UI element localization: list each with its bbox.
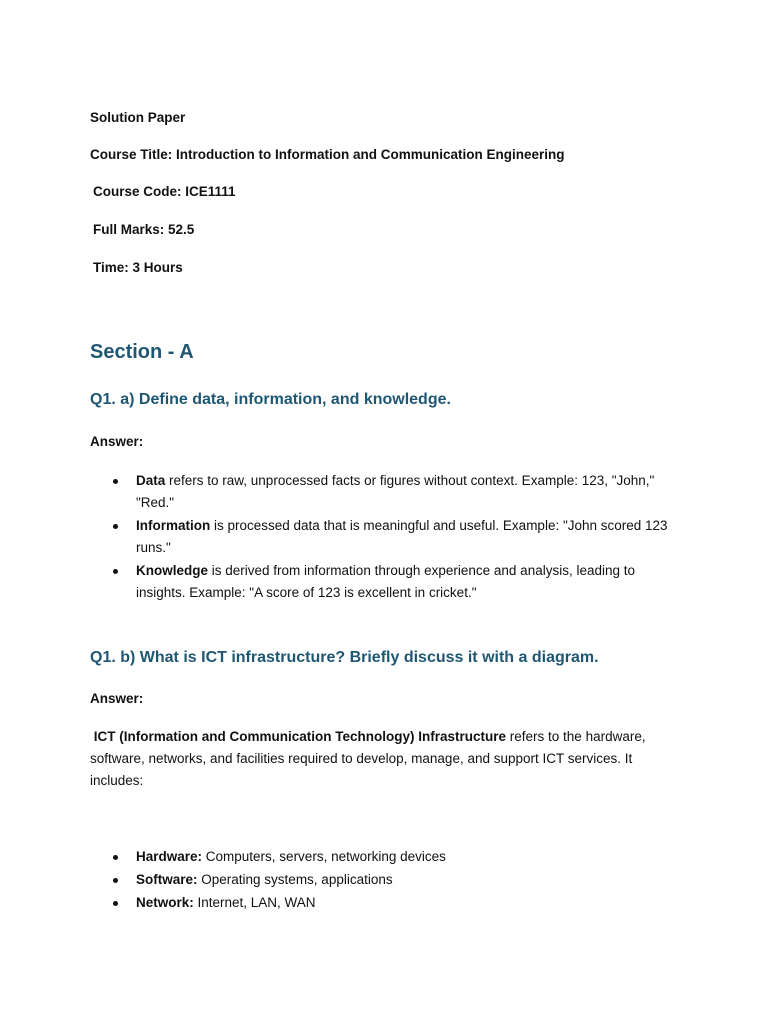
component-text: Internet, LAN, WAN (193, 895, 316, 910)
term-network: Network: (136, 895, 194, 910)
bullet-icon (113, 855, 118, 860)
course-title: Course Title: Introduction to Information and Communication Engineering (90, 147, 565, 162)
question-q1a: Q1. a) Define data, information, and knowledge. (90, 391, 451, 408)
list-item (90, 846, 680, 868)
bullet-icon (113, 878, 118, 883)
bullet-icon (113, 524, 118, 529)
list-item (90, 869, 680, 891)
full-marks: Full Marks: 52.5 (93, 222, 195, 237)
bullet-icon (113, 479, 118, 484)
course-code: Course Code: ICE1111 (93, 184, 236, 199)
term-software: Software: (136, 872, 198, 887)
ict-intro-paragraph (90, 726, 680, 792)
list-item (90, 892, 680, 914)
q1a-answer-list (90, 470, 680, 605)
list-item (90, 515, 680, 559)
bullet-icon (113, 569, 118, 574)
answer-label-q1a: Answer: (90, 434, 144, 449)
definition-text: is processed data that is meaningful and useful. Example: "John scored 123 runs." (136, 518, 668, 555)
section-title: Section - A (90, 341, 194, 363)
ict-intro-term: ICT (Information and Communication Technology) Infrastructure (93, 729, 507, 744)
term-knowledge: Knowledge (136, 563, 209, 578)
list-item (90, 560, 680, 604)
q1b-components-list (90, 846, 680, 915)
ict-intro-text: refers to the hardware, software, networks, and facilities required to develop, manage, and support ICT services. It includes: (90, 729, 646, 788)
component-text: Operating systems, applications (197, 872, 393, 887)
component-text: Computers, servers, networking devices (202, 849, 446, 864)
term-information: Information (136, 518, 211, 533)
exam-time: Time: 3 Hours (93, 260, 183, 275)
bullet-icon (113, 901, 118, 906)
term-data: Data (136, 473, 166, 488)
doc-type-heading: Solution Paper (90, 110, 186, 125)
definition-text: refers to raw, unprocessed facts or figures without context. Example: 123, "John," "Red." (136, 473, 655, 510)
question-q1b: Q1. b) What is ICT infrastructure? Briefly discuss it with a diagram. (90, 649, 599, 666)
answer-label-q1b: Answer: (90, 691, 144, 706)
list-item (90, 470, 680, 514)
definition-text: is derived from information through experience and analysis, leading to insights. Example: "A score of 123 is excellent in cricket." (136, 563, 636, 600)
term-hardware: Hardware: (136, 849, 203, 864)
